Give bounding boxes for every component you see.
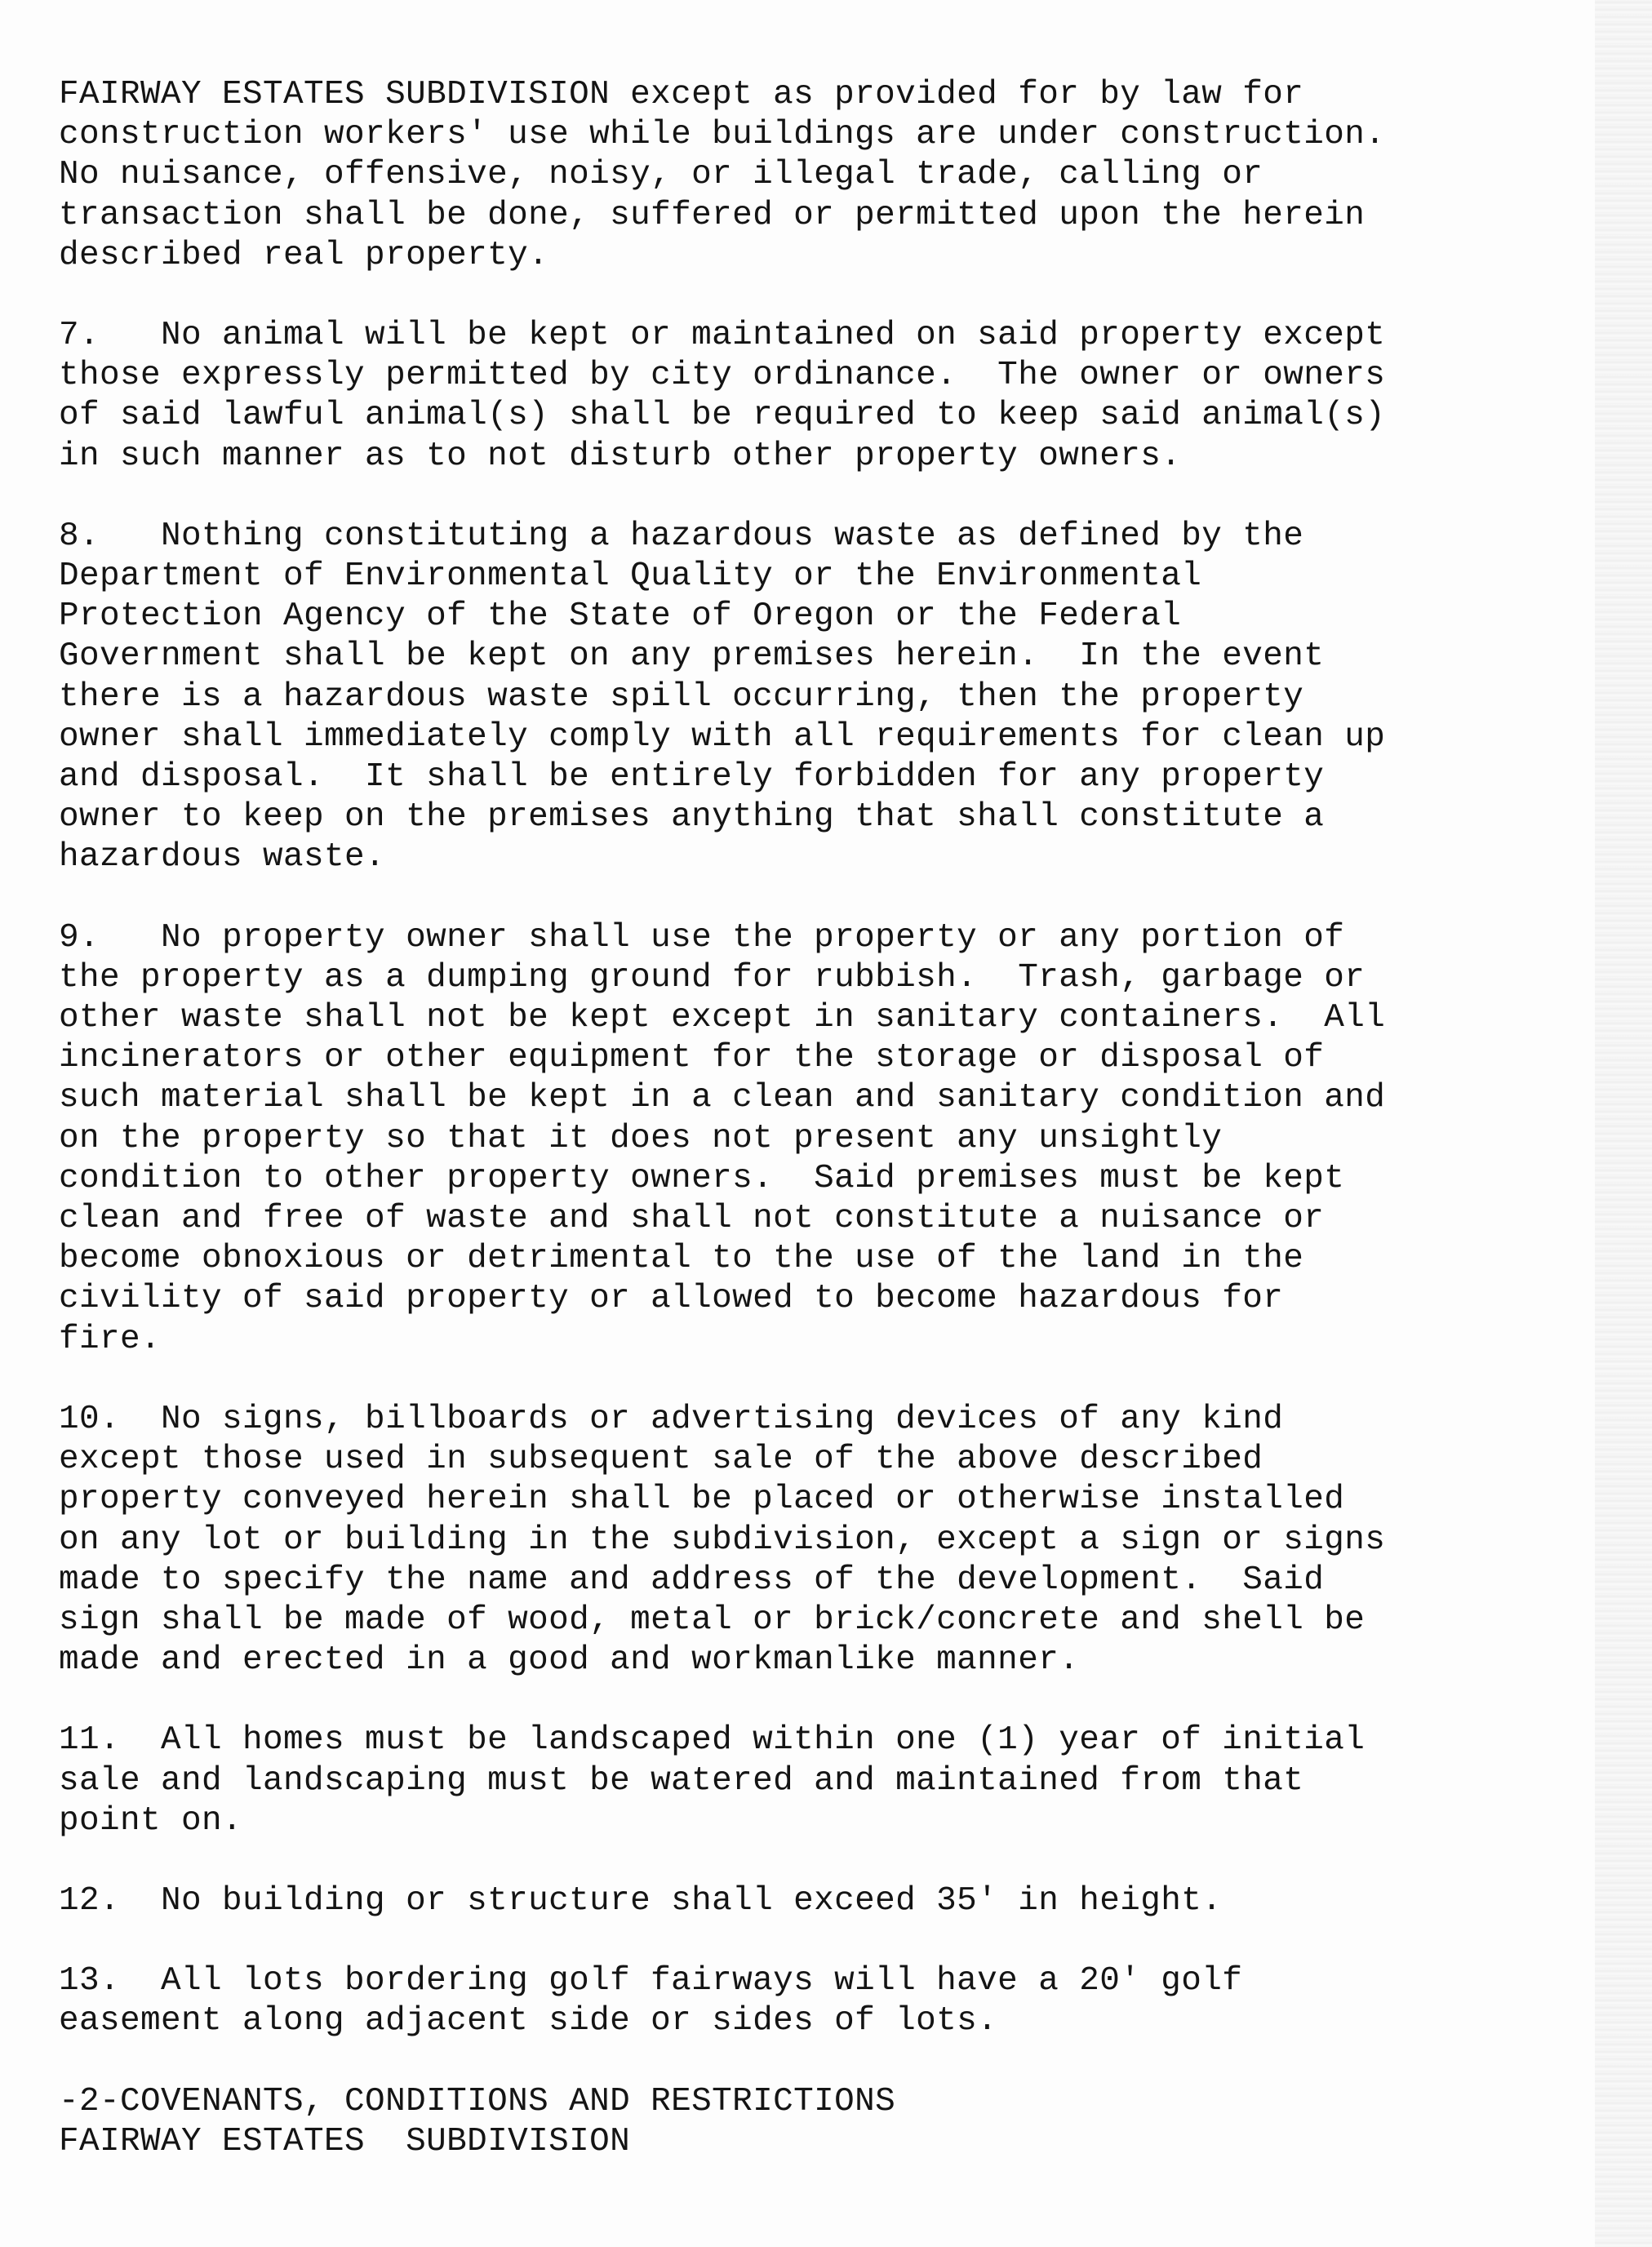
text-line: transaction shall be done, suffered or permitted upon the herein [59, 196, 1366, 234]
text-line: sale and landscaping must be watered and maintained from that [59, 1761, 1304, 1800]
text-line: 11. All homes must be landscaped within one (1) year of initial [59, 1721, 1366, 1760]
text-line: 9. No property owner shall use the property or any portion of [59, 918, 1345, 957]
text-line: easement along adjacent side or sides of lots. [59, 2002, 998, 2041]
text-line: Government shall be kept on any premises herein. In the event [59, 637, 1325, 676]
text-line: such material shall be kept in a clean and sanitary condition and [59, 1079, 1386, 1117]
text-line: construction workers' use while buildings are under construction. [59, 116, 1386, 154]
text-line: condition to other property owners. Said premises must be kept [59, 1159, 1345, 1197]
text-line: on the property so that it does not present any unsightly [59, 1119, 1223, 1157]
footer-line-1: -2-COVENANTS, CONDITIONS AND RESTRICTIONS [59, 2082, 896, 2120]
text-line: the property as a dumping ground for rubbish. Trash, garbage or [59, 958, 1366, 997]
text-line: except those used in subsequent sale of the above described [59, 1441, 1263, 1479]
page-footer [59, 2082, 1610, 2162]
footer-line-2: FAIRWAY ESTATES SUBDIVISION [59, 2122, 631, 2160]
text-line: and disposal. It shall be entirely forbidden for any property [59, 758, 1325, 797]
text-line: those expressly permitted by city ordinance. The owner or owners [59, 357, 1386, 395]
paragraph-10 [59, 1400, 1610, 1681]
text-line: 13. All lots bordering golf fairways will have a 20' golf [59, 1962, 1243, 2001]
text-line: 10. No signs, billboards or advertising devices of any kind [59, 1400, 1284, 1438]
text-line: fire. [59, 1320, 162, 1358]
paragraph-12 [59, 1881, 1610, 1921]
text-line: property conveyed herein shall be placed or otherwise installed [59, 1481, 1345, 1519]
text-line: in such manner as to not disturb other property owners. [59, 437, 1182, 475]
text-line: other waste shall not be kept except in sanitary containers. All [59, 999, 1386, 1037]
text-line: civility of said property or allowed to become hazardous for [59, 1280, 1284, 1318]
text-line: FAIRWAY ESTATES SUBDIVISION except as provided for by law for [59, 76, 1304, 113]
paragraph-11 [59, 1721, 1610, 1841]
paragraph-6-continued [59, 75, 1610, 276]
text-line: 12. No building or structure shall exceed 35' in height. [59, 1881, 1223, 1920]
text-line: on any lot or building in the subdivision, except a sign or signs [59, 1521, 1386, 1559]
text-line: hazardous waste. [59, 838, 386, 877]
text-line: there is a hazardous waste spill occurring, then the property [59, 677, 1304, 716]
text-line: 7. No animal will be kept or maintained on said property except [59, 317, 1386, 355]
paragraph-9 [59, 918, 1610, 1360]
document-body [59, 75, 1610, 2202]
text-line: sign shall be made of wood, metal or brick/concrete and shell be [59, 1601, 1366, 1639]
text-line: point on. [59, 1801, 243, 1840]
text-line: made and erected in a good and workmanlike manner. [59, 1641, 1080, 1680]
text-line: made to specify the name and address of the development. Said [59, 1561, 1325, 1599]
text-line: clean and free of waste and shall not constitute a nuisance or [59, 1200, 1325, 1238]
text-line: Protection Agency of the State of Oregon or the Federal [59, 597, 1182, 636]
text-line: become obnoxious or detrimental to the use of the land in the [59, 1240, 1304, 1278]
text-line: owner shall immediately comply with all requirements for clean up [59, 717, 1386, 756]
paragraph-13 [59, 1961, 1610, 2041]
text-line: Department of Environmental Quality or the Environmental [59, 557, 1202, 596]
text-line: No nuisance, offensive, noisy, or illegal trade, calling or [59, 156, 1263, 194]
text-line: 8. Nothing constituting a hazardous waste as defined by the [59, 517, 1304, 555]
text-line: incinerators or other equipment for the storage or disposal of [59, 1039, 1325, 1077]
text-line: owner to keep on the premises anything that shall constitute a [59, 798, 1325, 837]
text-line: described real property. [59, 236, 549, 274]
paragraph-8 [59, 517, 1610, 878]
paragraph-7 [59, 316, 1610, 477]
text-line: of said lawful animal(s) shall be required to keep said animal(s) [59, 397, 1386, 435]
